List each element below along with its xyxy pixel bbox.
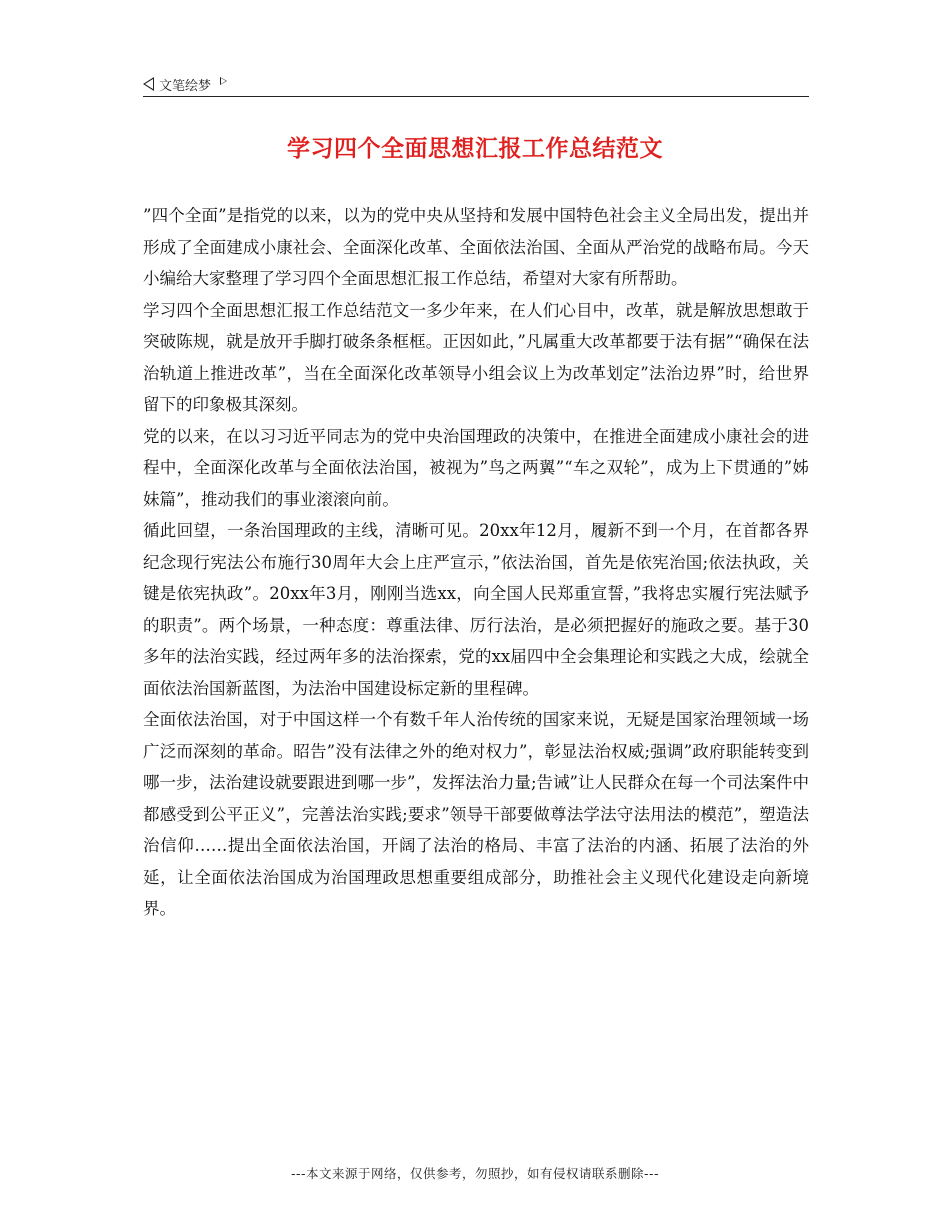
paragraph: 全面依法治国，对于中国这样一个有数千年人治传统的国家来说，无疑是国家治理领域一场广泛而深刻的革命。昭告”没有法律之外的绝对权力”，彰显法治权威;强调”政府职能转变到哪一步，法治建设就要跟进到哪一步”，发挥法治力量;告诫”让人民群众在每一个司法案件中都感受到公平正义”，完善法治实践;要求”领导干部要做尊法学法守法用法的模范”，塑造法治信仰……提出全面依法治国，开阔了法治的格局、丰富了法治的内涵、拓展了法治的外延，让全面依法治国成为治国理政思想重要组成部分，助推社会主义现代化建设走向新境界。	[143, 710, 809, 918]
document-body	[143, 200, 809, 925]
triangle-right-icon	[220, 77, 227, 85]
paragraph: 党的以来，在以习习近平同志为的党中央治国理政的决策中，在推进全面建成小康社会的进程中，全面深化改革与全面依法治国，被视为”鸟之两翼”“车之双轮”，成为上下贯通的”姊妹篇”，推动我们的事业滚滚向前。	[143, 426, 809, 509]
paragraph: ”四个全面”是指党的以来，以为的党中央从坚持和发展中国特色社会主义全局出发，提出并形成了全面建成小康社会、全面深化改革、全面依法治国、全面从严治党的战略布局。今天小编给大家整理了学习四个全面思想汇报工作总结，希望对大家有所帮助。	[143, 206, 809, 288]
triangle-left-icon	[143, 77, 154, 91]
paragraph: 学习四个全面思想汇报工作总结范文一多少年来，在人们心目中，改革，就是解放思想敢于突破陈规，就是放开手脚打破条条框框。正因如此，”凡属重大改革都要于法有据”“确保在法治轨道上推进改革”，当在全面深化改革领导小组会议上为改革划定”法治边界”时，给世界留下的印象极其深刻。	[143, 300, 809, 414]
page-header	[143, 72, 809, 97]
header-brand: 文笔绘梦	[159, 78, 212, 94]
footer-disclaimer: ---本文来源于网络，仅供参考，勿照抄，如有侵权请联系删除---	[290, 1166, 660, 1181]
document-title: 学习四个全面思想汇报工作总结范文	[287, 136, 663, 162]
paragraph: 循此回望，一条治国理政的主线，清晰可见。20xx年12月，履新不到一个月，在首都各界纪念现行宪法公布施行30周年大会上庄严宣示，”依法治国，首先是依宪治国;依法执政，关键是依宪执政”。20xx年3月，刚刚当选xx，向全国人民郑重宣誓，”我将忠实履行宪法赋予的职责”。两个场景，一种态度：尊重法律、厉行法治，是必须把握好的施政之要。基于30多年的法治实践，经过两年多的法治探索，党的xx届四中全会集理论和实践之大成，绘就全面依法治国新蓝图，为法治中国建设标定新的里程碑。	[143, 521, 809, 698]
